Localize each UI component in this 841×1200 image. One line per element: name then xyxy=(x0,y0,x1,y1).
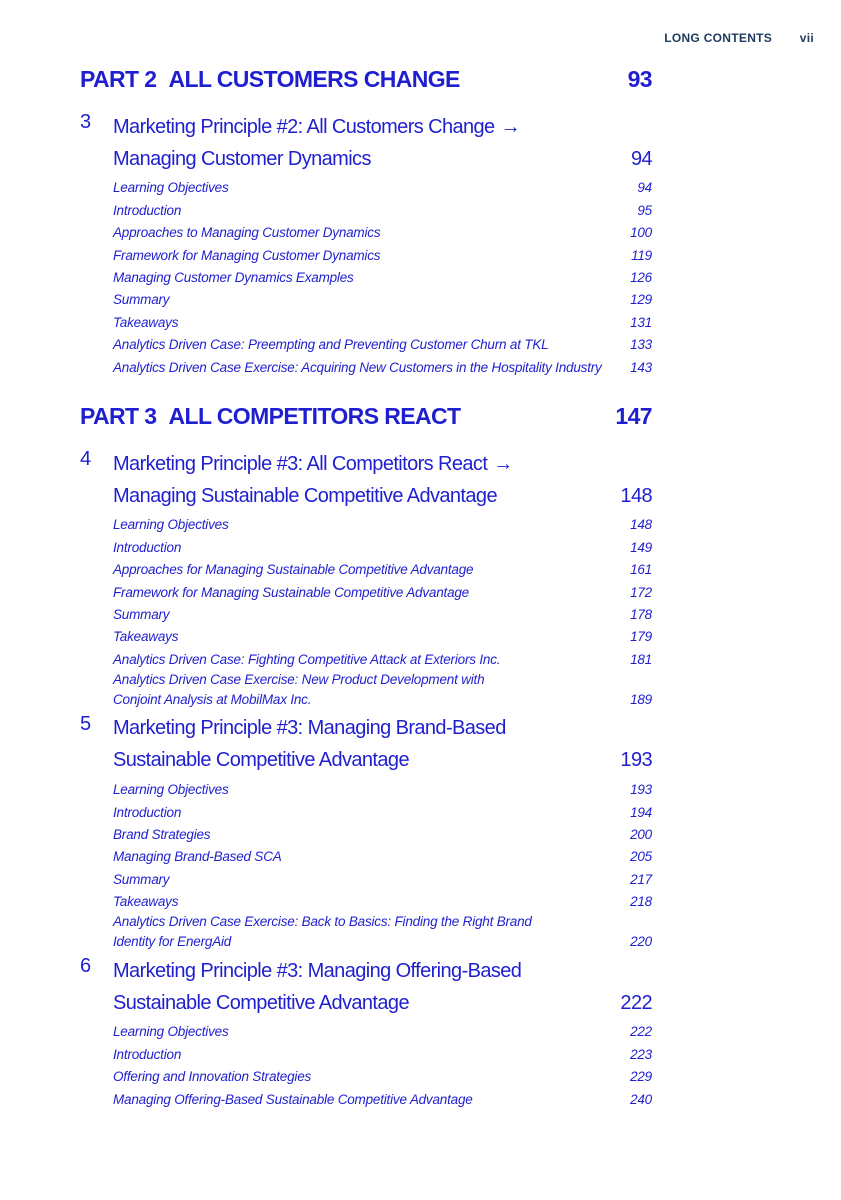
entry-page-number: 222 xyxy=(630,1024,652,1040)
chapter-title-part-2: Sustainable Competitive Advantage xyxy=(113,991,409,1014)
toc-entry[interactable] xyxy=(113,266,652,288)
entry-title-line-1: Approaches to Managing Customer Dynamics xyxy=(113,225,381,241)
toc-entry[interactable] xyxy=(113,800,652,822)
toc-entry[interactable] xyxy=(113,580,652,602)
part-heading[interactable] xyxy=(80,403,652,441)
chapter-number: 5 xyxy=(80,712,91,735)
entry-page-number: 143 xyxy=(630,359,652,375)
running-head-page-number: vii xyxy=(799,31,814,45)
entry-title xyxy=(113,803,181,823)
entry-title xyxy=(113,223,380,243)
entry-title-line-1: Introduction xyxy=(113,1046,182,1062)
entry-page-number: 218 xyxy=(630,894,652,910)
entry-title-line-1: Analytics Driven Case Exercise: New Product Development with xyxy=(113,671,485,687)
toc-entry[interactable] xyxy=(113,198,652,220)
entry-title xyxy=(113,870,169,890)
toc-part xyxy=(80,403,652,1110)
entry-title-line-1: Learning Objectives xyxy=(113,180,229,196)
chapter-title-line-2 xyxy=(113,745,652,777)
entry-title xyxy=(113,538,181,558)
chapter-page-number: 94 xyxy=(630,147,652,170)
chapter-title-text xyxy=(113,717,506,740)
toc-entry[interactable] xyxy=(113,221,652,243)
chapter-entries xyxy=(113,176,652,378)
entry-title-line-1: Introduction xyxy=(113,202,182,218)
arrow-right-icon: → xyxy=(493,452,513,475)
toc-entry[interactable] xyxy=(113,845,652,867)
entry-title-line-1: Analytics Driven Case Exercise: Acquiring New Customers in the Hospitality Industry xyxy=(113,359,602,375)
chapter-entries xyxy=(113,1020,652,1110)
part-heading[interactable] xyxy=(80,66,652,104)
chapter-title-line-1 xyxy=(113,955,652,987)
entry-title-line-1: Managing Customer Dynamics Examples xyxy=(113,269,354,285)
chapter-title-text xyxy=(113,453,513,476)
entry-title-line-1: Framework for Managing Customer Dynamics xyxy=(113,247,381,263)
toc-entry[interactable] xyxy=(113,176,652,198)
part-title: ALL CUSTOMERS CHANGE xyxy=(168,66,460,92)
entry-title-line-1: Summary xyxy=(113,606,170,622)
entry-title-line-1: Learning Objectives xyxy=(113,1024,229,1040)
entry-title xyxy=(113,201,181,221)
toc-part xyxy=(80,66,652,378)
entry-title-line-1: Summary xyxy=(113,292,170,308)
entry-page-number: 193 xyxy=(630,782,652,798)
entry-page-number: 161 xyxy=(630,562,652,578)
entry-page-number: 220 xyxy=(630,934,652,950)
toc-entry[interactable] xyxy=(113,867,652,889)
toc-entry[interactable] xyxy=(113,310,652,332)
part-page-number: 147 xyxy=(615,403,652,429)
entry-title xyxy=(113,892,178,912)
chapter-title-line-1 xyxy=(113,448,652,480)
entry-title xyxy=(113,313,178,333)
toc-entry[interactable] xyxy=(113,625,652,647)
entry-title xyxy=(113,912,532,952)
chapter-title-part-1: Marketing Principle #3: Managing Brand-Based xyxy=(113,717,506,740)
entry-title-line-1: Managing Brand-Based SCA xyxy=(113,849,282,865)
entry-title-line-1: Introduction xyxy=(113,539,182,555)
entry-title-line-1: Learning Objectives xyxy=(113,782,229,798)
entry-title-line-2: Conjoint Analysis at MobilMax Inc. xyxy=(113,691,312,707)
entry-page-number: 189 xyxy=(630,691,652,707)
entry-title-line-1: Summary xyxy=(113,871,170,887)
chapter-title-text xyxy=(113,960,521,983)
chapter-title-part-1: Marketing Principle #2: All Customers Change xyxy=(113,115,495,138)
entry-title xyxy=(113,1022,229,1042)
entry-title xyxy=(113,560,473,580)
toc-entry[interactable] xyxy=(113,535,652,557)
chapter-heading[interactable] xyxy=(80,955,652,1019)
entry-title-line-1: Managing Offering-Based Sustainable Competitive Advantage xyxy=(113,1091,473,1107)
entry-page-number: 229 xyxy=(630,1069,652,1085)
toc-entry[interactable] xyxy=(113,670,652,710)
entry-title-line-1: Offering and Innovation Strategies xyxy=(113,1069,312,1085)
entry-page-number: 205 xyxy=(630,849,652,865)
entry-title xyxy=(113,605,169,625)
chapter-title-part-2: Managing Customer Dynamics xyxy=(113,147,371,170)
chapter-heading[interactable] xyxy=(80,111,652,175)
entry-title-line-2: Identity for EnergAid xyxy=(113,934,232,950)
entry-title-line-1: Analytics Driven Case Exercise: Back to Basics: Finding the Right Brand xyxy=(113,914,532,930)
part-page-number: 93 xyxy=(627,66,652,92)
entry-page-number: 126 xyxy=(630,269,652,285)
entry-page-number: 217 xyxy=(630,871,652,887)
entry-title-line-1: Learning Objectives xyxy=(113,517,229,533)
toc-entry[interactable] xyxy=(113,912,652,952)
entry-page-number: 240 xyxy=(630,1091,652,1107)
part-label-group xyxy=(80,403,460,430)
chapter-title-line-1 xyxy=(113,713,652,745)
chapter-title-part-2: Managing Sustainable Competitive Advantage xyxy=(113,484,497,507)
entry-title xyxy=(113,847,282,867)
chapter-title-line-1 xyxy=(113,111,652,143)
chapter-title-line-2 xyxy=(113,987,652,1019)
entry-title xyxy=(113,583,469,603)
running-head-title: LONG CONTENTS xyxy=(664,31,773,45)
entry-title xyxy=(113,1067,311,1087)
toc-entry[interactable] xyxy=(113,558,652,580)
chapter-page-number: 222 xyxy=(620,991,652,1014)
entry-page-number: 194 xyxy=(630,804,652,820)
toc-entry[interactable] xyxy=(113,513,652,535)
entry-page-number: 100 xyxy=(630,225,652,241)
chapter-title-line-2 xyxy=(113,143,652,175)
part-number: PART 3 xyxy=(80,403,157,429)
part-title: ALL COMPETITORS REACT xyxy=(168,403,461,429)
entry-title-line-1: Analytics Driven Case: Fighting Competitive Attack at Exteriors Inc. xyxy=(113,651,501,667)
toc-entry[interactable] xyxy=(113,243,652,265)
entry-page-number: 131 xyxy=(630,314,652,330)
entry-page-number: 119 xyxy=(631,247,652,263)
entry-page-number: 223 xyxy=(630,1046,652,1062)
entry-title xyxy=(113,627,178,647)
chapter-title-part-1: Marketing Principle #3: All Competitors React xyxy=(113,452,488,475)
entry-title xyxy=(113,290,169,310)
entry-page-number: 172 xyxy=(630,584,652,600)
toc-entry[interactable] xyxy=(113,1042,652,1064)
entry-title-line-1: Takeaways xyxy=(113,894,179,910)
chapter-title-part-2: Sustainable Competitive Advantage xyxy=(113,749,409,772)
entry-title-line-1: Brand Strategies xyxy=(113,826,211,842)
entry-title xyxy=(113,178,229,198)
chapter-title-part-1: Marketing Principle #3: Managing Offering-Based xyxy=(113,959,522,982)
toc-entry[interactable] xyxy=(113,890,652,912)
chapter-number: 4 xyxy=(80,448,91,470)
entry-title-line-1: Takeaways xyxy=(113,629,179,645)
chapter-title-text xyxy=(113,116,520,139)
entry-page-number: 178 xyxy=(630,606,652,622)
chapter-entries xyxy=(113,513,652,710)
toc-entry[interactable] xyxy=(113,288,652,310)
entry-title xyxy=(113,246,380,266)
toc-entry[interactable] xyxy=(113,603,652,625)
entry-title xyxy=(113,1045,181,1065)
toc-entry[interactable] xyxy=(113,333,652,355)
arrow-right-icon: → xyxy=(500,115,520,138)
entry-title-line-1: Takeaways xyxy=(113,314,179,330)
entry-page-number: 95 xyxy=(637,202,652,218)
entry-title-line-1: Introduction xyxy=(113,804,182,820)
entry-title xyxy=(113,825,210,845)
entry-title xyxy=(113,358,602,378)
chapter-number: 3 xyxy=(80,111,91,133)
entry-page-number: 179 xyxy=(630,629,652,645)
entry-title xyxy=(113,780,229,800)
entry-page-number: 149 xyxy=(630,539,652,555)
chapter-page-number: 148 xyxy=(620,484,652,507)
entry-title xyxy=(113,1090,473,1110)
entry-page-number: 133 xyxy=(630,337,652,353)
entry-title xyxy=(113,650,500,670)
toc-entry[interactable] xyxy=(113,778,652,800)
chapter-heading[interactable] xyxy=(80,448,652,512)
entry-page-number: 148 xyxy=(630,517,652,533)
entry-title xyxy=(113,268,354,288)
entry-title xyxy=(113,515,229,535)
toc-entry[interactable] xyxy=(113,1020,652,1042)
entry-title-line-1: Analytics Driven Case: Preempting and Preventing Customer Churn at TKL xyxy=(113,337,549,353)
entry-page-number: 94 xyxy=(637,180,652,196)
part-label-group xyxy=(80,66,460,93)
chapter-page-number: 193 xyxy=(620,749,652,772)
entry-title-line-1: Framework for Managing Sustainable Competitive Advantage xyxy=(113,584,469,600)
toc-entry[interactable] xyxy=(113,1065,652,1087)
chapter-entries xyxy=(113,778,652,952)
entry-title xyxy=(113,335,548,355)
entry-title xyxy=(113,670,484,710)
running-head xyxy=(664,31,814,45)
part-number: PART 2 xyxy=(80,66,157,92)
entry-page-number: 129 xyxy=(630,292,652,308)
entry-page-number: 181 xyxy=(630,651,652,667)
entry-page-number: 200 xyxy=(630,826,652,842)
entry-title-line-1: Approaches for Managing Sustainable Competitive Advantage xyxy=(113,562,474,578)
chapter-heading[interactable] xyxy=(80,713,652,777)
toc-entry[interactable] xyxy=(113,355,652,377)
chapter-title-line-2 xyxy=(113,480,652,512)
toc-entry[interactable] xyxy=(113,1087,652,1109)
chapter-number: 6 xyxy=(80,955,91,978)
toc-entry[interactable] xyxy=(113,647,652,669)
toc-entry[interactable] xyxy=(113,823,652,845)
